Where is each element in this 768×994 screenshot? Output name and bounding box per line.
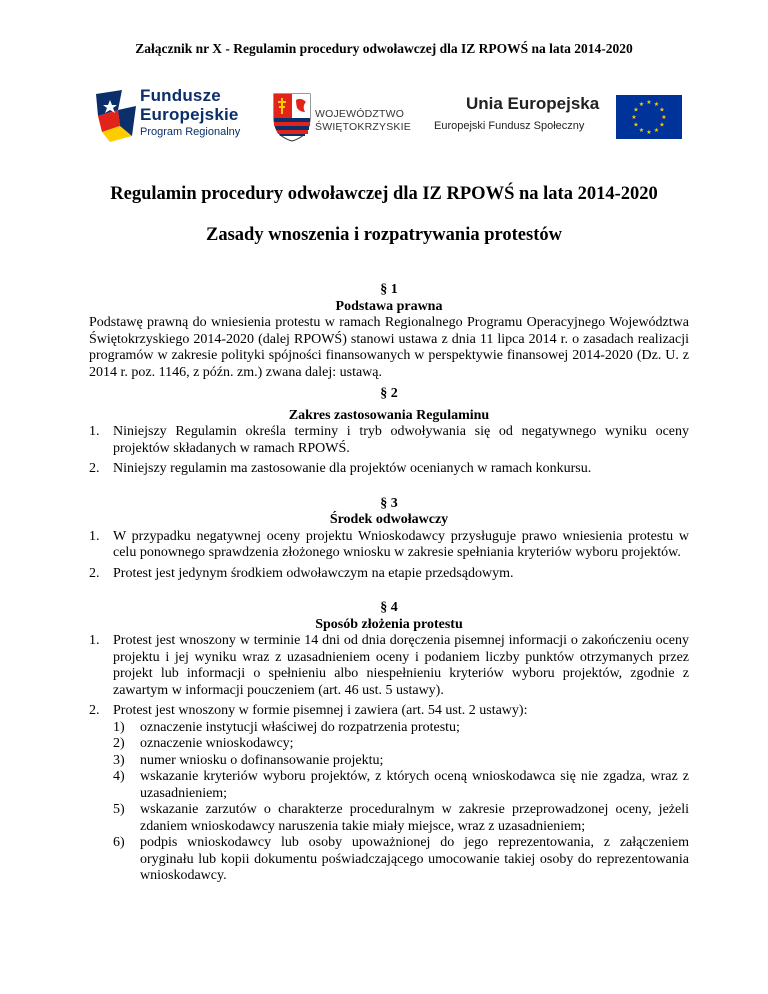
list-item: 1. Niniejszy Regulamin określa terminy i tryb odwoływania się od negatywnego wyniku oceny projektów składanych w ramach RPOWŚ. bbox=[89, 424, 689, 456]
fundusze-line1: Fundusze bbox=[140, 86, 221, 105]
section-4-list bbox=[89, 633, 689, 885]
svg-text:★: ★ bbox=[659, 106, 665, 114]
svg-text:★: ★ bbox=[646, 99, 652, 106]
list-item: 2. Protest jest wnoszony w formie pisemnej i zawiera (art. 54 ust. 2 ustawy): 1) oznaczenie instytucji właściwej do rozpatrzenia protestu; 2) oznaczenie wnioskodawcy; 3) numer wniosku o dofinansowanie projektu; 4) wskazanie kryteriów wyboru projektów, z których oceną wnioskodawca się nie zgadza, wraz z uzasadnieniem; 5) wskazanie zarzutów o charakterze proceduralnym w zakresie przeprowadzonej oceny, jeżeli zdaniem wnioskodawcy naruszenia takie miały miejsce, wraz z uzasadnieniem; 6) podpis wnioskodawcy lub osoby upoważnionej do jego reprezentowania, z załączeniem oryginału lub kopii dokumentu poświadczającego umocowanie takiej osoby do reprezentowania wnioskodawcy. bbox=[89, 703, 689, 883]
section-3-number: § 3 bbox=[380, 495, 398, 511]
fundusze-europejskie-emblem-icon bbox=[92, 86, 138, 144]
section-3-list bbox=[89, 529, 689, 583]
document-header: Załącznik nr X - Regulamin procedury odwoławczej dla IZ RPOWŚ na lata 2014-2020 bbox=[135, 41, 633, 56]
unia-line1: Unia Europejska bbox=[466, 94, 600, 113]
list-item: 1. Protest jest wnoszony w terminie 14 dni od dnia doręczenia pisemnej informacji o zakończeniu oceny projektu i jej wyniku wraz z uzasadnieniem oceny i podaniem liczby punktów otrzymanych przez projekt lub informacji o spełnieniu albo niespełnieniu kryteriów wyboru projektów, zgodnie z zawartym w informacji pouczeniem (art. 46 ust. 5 ustawy). bbox=[89, 633, 689, 698]
unia-europejska-logo bbox=[434, 94, 694, 144]
fundusze-line3: Program Regionalny bbox=[140, 126, 241, 138]
section-4-title: Sposób złożenia protestu bbox=[315, 616, 463, 632]
list-item: 2. Niniejszy regulamin ma zastosowanie dla projektów ocenianych w ramach konkursu. bbox=[89, 461, 592, 476]
svg-text:★: ★ bbox=[638, 127, 645, 134]
sublist-item: 3) numer wniosku o dofinansowanie projektu; bbox=[113, 752, 384, 768]
section-1-number: § 1 bbox=[380, 282, 398, 297]
coat-of-arms-icon bbox=[272, 92, 312, 142]
svg-text:★: ★ bbox=[633, 106, 639, 114]
wojewodztwo-line1: WOJEWÓDZTWO bbox=[315, 108, 405, 120]
svg-text:★: ★ bbox=[653, 101, 660, 108]
wojewodztwo-line2: ŚWIĘTOKRZYSKIE bbox=[315, 121, 411, 133]
document-title: Regulamin procedury odwoławczej dla IZ RPOWŚ na lata 2014-2020 bbox=[110, 184, 658, 204]
section-1-text: Podstawę prawną do wniesienia protestu w ramach Regionalnego Programu Operacyjnego Województwa Świętokrzyskiego 2014-2020 (dalej RPOWŚ) stanowi ustawa z dnia 11 lipca 2014 r. o zasadach realizacji programów w zakresie polityki spójności finansowanych w perspektywie finansowej 2014-2020 (Dz. U. z 2014 r. poz. 1146, z późn. zm.) zwana dalej: ustawą. bbox=[89, 315, 689, 380]
fundusze-europejskie-logo bbox=[92, 86, 262, 146]
eu-flag-icon bbox=[616, 95, 682, 139]
sublist-item: 4) wskazanie kryteriów wyboru projektów, z których oceną wnioskodawca się nie zgadza, wraz z uzasadnieniem; bbox=[113, 769, 689, 801]
svg-text:★: ★ bbox=[633, 121, 639, 129]
sublist-item: 5) wskazanie zarzutów o charakterze proceduralnym w zakresie przeprowadzonej oceny, jeżeli zdaniem wnioskodawcy naruszenia takie miały miejsce, wraz z uzasadnieniem; bbox=[113, 802, 689, 834]
list-item: 1. W przypadku negatywnej oceny projektu Wnioskodawcy przysługuje prawo wniesienia protestu w celu ponownego sprawdzenia złożonego wniosku w zakresie spełniania kryteriów wyboru projektów. bbox=[89, 528, 689, 560]
svg-text:★: ★ bbox=[653, 127, 660, 134]
list-item: 2. Protest jest jedynym środkiem odwoławczym na etapie przedsądowym. bbox=[89, 565, 514, 581]
section-2-list bbox=[89, 424, 689, 478]
sublist-item: 1) oznaczenie instytucji właściwej do rozpatrzenia protestu; bbox=[113, 719, 460, 735]
section-4-number: § 4 bbox=[380, 600, 398, 615]
svg-text:★: ★ bbox=[646, 129, 652, 136]
logo-bar bbox=[92, 86, 692, 146]
wojewodztwo-logo bbox=[272, 92, 422, 142]
document-subtitle: Zasady wnoszenia i rozpatrywania protestów bbox=[206, 225, 562, 245]
fundusze-line2: Europejskie bbox=[140, 105, 239, 124]
unia-line2: Europejski Fundusz Społeczny bbox=[434, 120, 585, 132]
section-4-sublist bbox=[113, 720, 689, 885]
svg-text:★: ★ bbox=[659, 121, 665, 129]
svg-text:★: ★ bbox=[661, 114, 667, 121]
svg-text:★: ★ bbox=[631, 114, 637, 121]
document-body bbox=[89, 282, 689, 889]
sublist-item: 2) oznaczenie wnioskodawcy; bbox=[113, 736, 294, 751]
section-3-title: Środek odwoławczy bbox=[329, 512, 449, 527]
svg-text:★: ★ bbox=[638, 101, 645, 108]
section-1-title: Podstawa prawna bbox=[335, 298, 443, 314]
section-2-title: Zakres zastosowania Regulaminu bbox=[288, 407, 490, 423]
sublist-item: 6) podpis wnioskodawcy lub osoby upoważnionej do jego reprezentowania, z załączeniem oryginału lub kopii dokumentu poświadczającego umocowanie takiej osoby do reprezentowania wnioskodawcy. bbox=[113, 835, 689, 883]
section-2-number: § 2 bbox=[380, 386, 398, 401]
